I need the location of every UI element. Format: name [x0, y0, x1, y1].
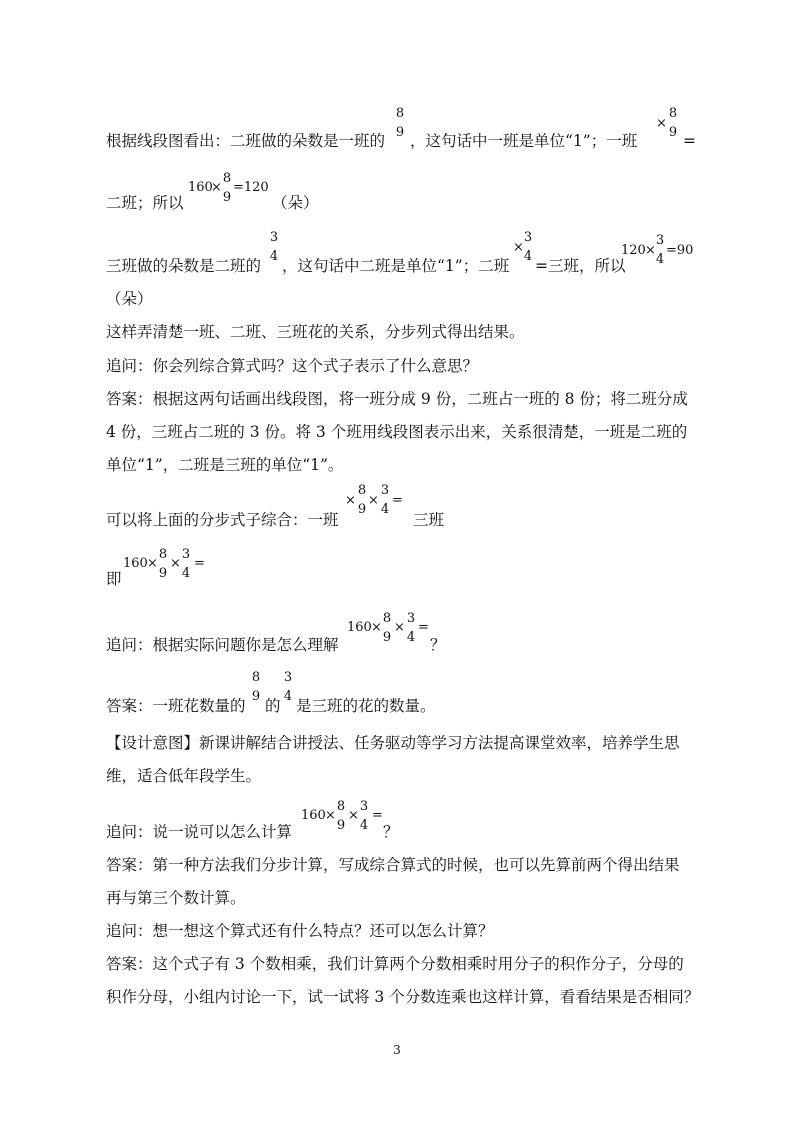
- numerator: 8: [382, 611, 392, 626]
- fraction-8-9: [250, 671, 262, 703]
- denominator: 9: [357, 502, 367, 517]
- numerator: 3: [269, 230, 279, 245]
- fraction-3-4: [379, 484, 391, 516]
- denominator: 4: [359, 818, 369, 833]
- text-line-16a: 追问：说一说可以怎么计算: [106, 823, 293, 841]
- fraction-3-4: [268, 231, 280, 263]
- text-line-10b: 三班: [413, 511, 445, 529]
- text-line-2b: （朵）: [272, 194, 319, 212]
- fraction-8-9: [221, 172, 233, 204]
- number-160: 160: [188, 180, 213, 195]
- number-160: 160: [123, 556, 148, 571]
- text-line-3b: ，这句话中二班是单位“1”；二班: [282, 257, 510, 275]
- equals-120: =120: [233, 180, 269, 195]
- equals-90: =90: [666, 243, 694, 258]
- text-line-8: 4 份，三班占二班的 3 份。将 3 个班用线段图表示出来，关系很清楚，一班是二班的: [106, 423, 688, 441]
- fraction-8-9: [335, 800, 347, 832]
- text-line-12b: ？: [430, 636, 446, 654]
- numerator: 8: [222, 171, 232, 186]
- fraction-3-4: [654, 234, 666, 266]
- numerator: 3: [523, 230, 533, 245]
- times-sign: ×: [394, 620, 405, 635]
- denominator: 9: [382, 630, 392, 645]
- numerator: 3: [655, 233, 665, 248]
- fraction-8-9: [356, 484, 368, 516]
- text-line-13a: 答案：一班花数量的: [106, 697, 246, 715]
- equals-sign: =: [194, 556, 205, 571]
- denominator: 4: [181, 566, 191, 581]
- fraction-8-9: [381, 612, 393, 644]
- fraction-3-4: [405, 612, 417, 644]
- text-line-13b: 的: [265, 697, 281, 715]
- text-line-6: 追问：你会列综合算式吗？这个式子表示了什么意思？: [106, 357, 479, 375]
- equals-sign: =: [372, 808, 383, 823]
- denominator: 4: [380, 502, 390, 517]
- times-sign: ×: [147, 556, 158, 571]
- fraction-3-4: [180, 548, 192, 580]
- fraction-8-9: [157, 548, 169, 580]
- fraction-3-4: [358, 800, 370, 832]
- equals-sign: =: [392, 493, 403, 508]
- text-line-2a: 二班；所以: [106, 194, 184, 212]
- denominator: 4: [655, 252, 665, 267]
- text-line-11: 即: [106, 570, 122, 588]
- denominator: 4: [406, 630, 416, 645]
- fraction-3-4: [522, 231, 534, 263]
- numerator: 3: [406, 611, 416, 626]
- times-sign: ×: [211, 180, 222, 195]
- denominator: 9: [395, 125, 405, 140]
- times-sign: ×: [645, 243, 656, 258]
- numerator: 8: [357, 483, 367, 498]
- text-line-16b: ？: [383, 823, 399, 841]
- text-line-1c: =: [683, 132, 696, 150]
- text-line-5: 这样弄清楚一班、二班、三班花的关系，分步列式得出结果。: [106, 323, 525, 341]
- times-sign: ×: [170, 556, 181, 571]
- text-line-1b: ，这句话中一班是单位“1”；一班: [410, 132, 638, 150]
- denominator: 9: [336, 818, 346, 833]
- numerator: 8: [158, 547, 168, 562]
- number-160: 160: [347, 620, 372, 635]
- times-sign: ×: [656, 116, 667, 131]
- numerator: 8: [336, 799, 346, 814]
- text-line-18: 再与第三个数计算。: [106, 889, 246, 907]
- denominator: 9: [251, 689, 261, 704]
- fraction-3-4: [282, 671, 294, 703]
- times-sign: ×: [371, 620, 382, 635]
- text-line-12a: 追问：根据实际问题你是怎么理解: [106, 636, 339, 654]
- denominator: 4: [283, 689, 293, 704]
- text-line-13c: 是三班的花的数量。: [296, 697, 436, 715]
- text-line-3c: =三班，所以: [535, 257, 626, 275]
- numerator: 3: [359, 799, 369, 814]
- denominator: 9: [158, 566, 168, 581]
- number-120: 120: [621, 243, 646, 258]
- equals-sign: =: [418, 620, 429, 635]
- numerator: 3: [283, 670, 293, 685]
- text-line-15: 维，适合低年段学生。: [106, 767, 262, 785]
- fraction-8-9: [394, 107, 406, 139]
- text-line-10a: 可以将上面的分步式子综合：一班: [106, 511, 339, 529]
- text-line-4: （朵）: [106, 290, 153, 308]
- text-line-3a: 三班做的朵数是二班的: [106, 257, 262, 275]
- numerator: 8: [395, 106, 405, 121]
- text-line-9: 单位“1”，二班是三班的单位“1”。: [106, 456, 344, 474]
- numerator: 3: [181, 547, 191, 562]
- text-line-17: 答案：第一种方法我们分步计算，写成综合算式的时候，也可以先算前两个得出结果: [106, 856, 680, 874]
- numerator: 8: [668, 106, 678, 121]
- text-line-7: 答案：根据这两句话画出线段图，将一班分成 9 份，二班占一班的 8 份；将二班分成: [106, 390, 688, 408]
- denominator: 9: [222, 190, 232, 205]
- times-sign: ×: [368, 493, 379, 508]
- times-sign: ×: [348, 808, 359, 823]
- numerator: 8: [251, 670, 261, 685]
- fraction-8-9: [667, 107, 679, 139]
- text-line-14: 【设计意图】新课讲解结合讲授法、任务驱动等学习方法提高课堂效率，培养学生思: [106, 734, 680, 752]
- times-sign: ×: [513, 240, 524, 255]
- page-number: 3: [393, 1043, 401, 1057]
- text-line-19: 追问：想一想这个算式还有什么特点？还可以怎么计算？: [106, 922, 494, 940]
- numerator: 3: [380, 483, 390, 498]
- denominator: 4: [523, 249, 533, 264]
- text-line-1a: 根据线段图看出：二班做的朵数是一班的: [106, 132, 386, 150]
- denominator: 9: [668, 125, 678, 140]
- times-sign: ×: [325, 808, 336, 823]
- text-line-20: 答案：这个式子有 3 个数相乘，我们计算两个分数相乘时用分子的积作分子，分母的: [106, 955, 684, 973]
- times-sign: ×: [345, 493, 356, 508]
- text-line-21: 积作分母，小组内讨论一下，试一试将 3 个分数连乘也这样计算，看看结果是否相同？: [106, 988, 700, 1006]
- number-160: 160: [301, 808, 326, 823]
- denominator: 4: [269, 249, 279, 264]
